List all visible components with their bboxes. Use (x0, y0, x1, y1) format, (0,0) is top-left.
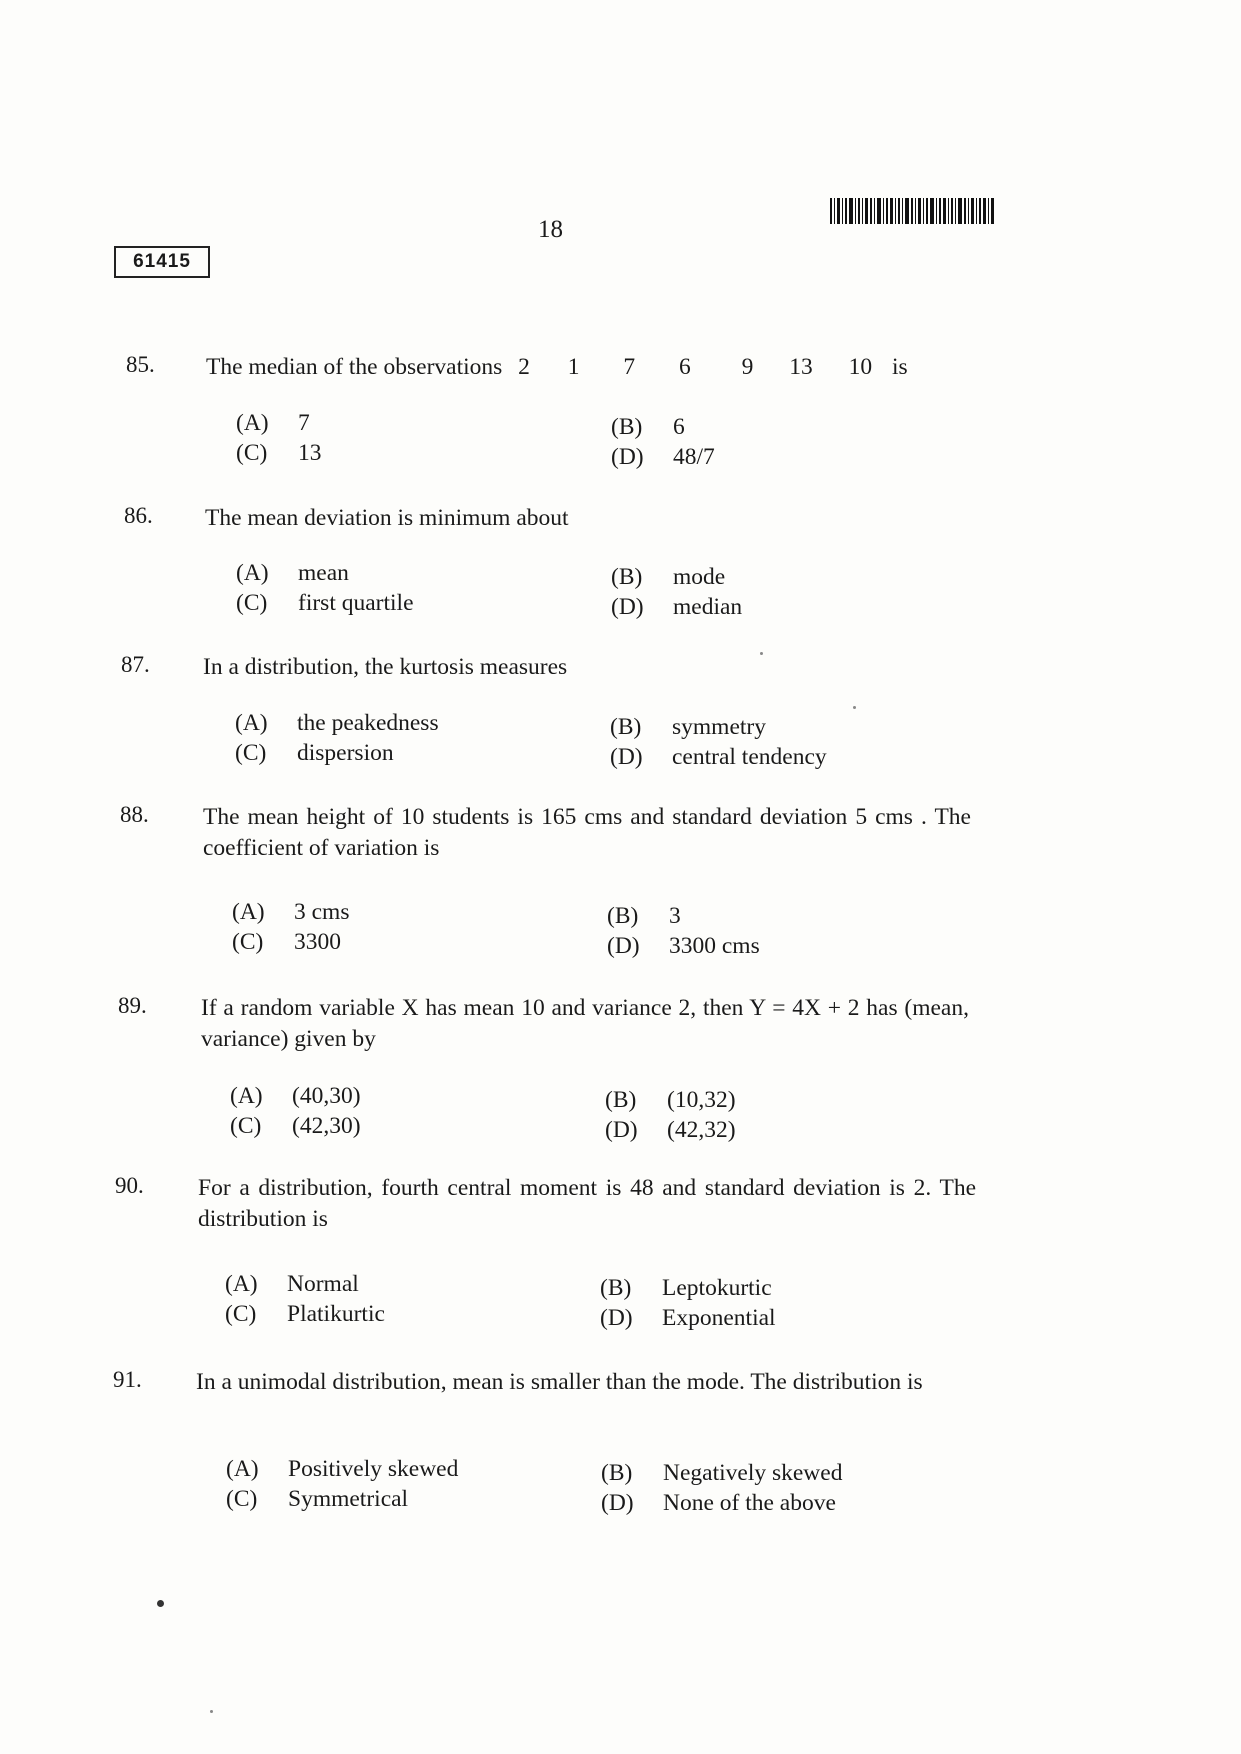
option-text: (42,30) (292, 1113, 361, 1139)
page-number: 18 (538, 216, 563, 243)
option-text: (40,30) (292, 1083, 361, 1109)
option-text: 7 (298, 410, 310, 436)
barcode-icon (830, 198, 995, 224)
options-grid (236, 558, 976, 622)
option-c (236, 588, 414, 618)
question-number: 89. (118, 993, 147, 1018)
option-label: (A) (226, 1456, 259, 1482)
options-grid (230, 1081, 970, 1145)
observation-value: 13 (789, 354, 813, 380)
option-b (605, 1085, 736, 1115)
scan-speck (210, 1710, 213, 1713)
option-b (611, 562, 725, 592)
option-d (611, 592, 742, 622)
option-b (600, 1273, 772, 1303)
question-text (206, 352, 996, 383)
option-a (236, 558, 349, 588)
option-c (225, 1299, 385, 1329)
option-text: 48/7 (673, 444, 715, 470)
options-grid (225, 1269, 965, 1333)
option-a (236, 408, 310, 438)
observation-values (508, 354, 908, 380)
option-text: Negatively skewed (663, 1460, 843, 1486)
option-label: (A) (235, 710, 268, 736)
option-text: (10,32) (667, 1087, 736, 1113)
option-label: (A) (236, 560, 269, 586)
option-c (236, 438, 322, 468)
option-text: mean (298, 560, 349, 586)
option-text: 3 cms (294, 899, 350, 925)
option-label: (C) (226, 1486, 258, 1512)
option-a (225, 1269, 359, 1299)
option-text: 3300 (294, 929, 341, 955)
option-d (605, 1115, 736, 1145)
option-b (607, 901, 681, 931)
question-number: 85. (126, 352, 155, 377)
option-label: (D) (607, 933, 640, 959)
question-number: 91. (113, 1367, 142, 1392)
option-d (611, 442, 715, 472)
option-text: dispersion (297, 740, 394, 766)
option-label: (C) (225, 1301, 257, 1327)
option-label: (A) (236, 410, 269, 436)
option-text: Normal (287, 1271, 359, 1297)
option-a (235, 708, 439, 738)
question-text: For a distribution, fourth central moment is 48 and standard deviation is 2. The distribution is (198, 1175, 976, 1232)
option-label: (B) (607, 903, 639, 929)
option-text: mode (673, 564, 726, 590)
option-b (601, 1458, 842, 1488)
option-label: (D) (611, 594, 644, 620)
option-text: 3300 cms (669, 933, 760, 959)
question-number: 88. (120, 802, 149, 827)
option-text: None of the above (663, 1490, 836, 1516)
option-label: (C) (235, 740, 267, 766)
option-text: symmetry (672, 714, 766, 740)
options-grid (232, 897, 972, 961)
option-text: Leptokurtic (662, 1275, 772, 1301)
option-label: (D) (601, 1490, 634, 1516)
option-label: (B) (600, 1275, 632, 1301)
option-label: (D) (611, 444, 644, 470)
option-label: (A) (225, 1271, 258, 1297)
option-c (232, 927, 341, 957)
question-text: In a unimodal distribution, mean is smaller than the mode. The distribution is (196, 1369, 923, 1395)
question-number: 86. (124, 503, 153, 528)
option-label: (B) (601, 1460, 633, 1486)
options-grid (226, 1454, 966, 1518)
option-label: (B) (605, 1087, 637, 1113)
scan-speck (853, 706, 856, 709)
option-c (235, 738, 394, 768)
option-text: first quartile (298, 590, 414, 616)
scan-speck (760, 652, 763, 655)
option-label: (D) (610, 744, 643, 770)
observation-value: 10 (848, 354, 873, 380)
option-label: (C) (236, 590, 268, 616)
stray-mark (157, 1600, 164, 1607)
option-label: (C) (236, 440, 268, 466)
question-text: The mean height of 10 students is 165 cms and standard deviation 5 cms . The coefficient of variation is (203, 804, 971, 861)
options-grid (235, 708, 975, 772)
option-label: (D) (600, 1305, 633, 1331)
option-label: (A) (232, 899, 265, 925)
question-stem: The median of the observations (206, 354, 503, 380)
option-text: 3 (669, 903, 681, 929)
question-text: If a random variable X has mean 10 and variance 2, then Y = 4X + 2 has (mean, variance) given by (201, 995, 969, 1052)
observation-value: 6 (679, 354, 691, 380)
observation-value: 9 (741, 354, 754, 380)
question-text: The mean deviation is minimum about (205, 505, 569, 531)
option-b (610, 712, 766, 742)
option-label: (A) (230, 1083, 263, 1109)
option-d (601, 1488, 836, 1518)
option-c (226, 1484, 408, 1514)
option-d (600, 1303, 776, 1333)
option-label: (C) (232, 929, 264, 955)
question-text: In a distribution, the kurtosis measures (203, 654, 568, 680)
option-text: median (673, 594, 743, 620)
option-text: 6 (673, 414, 685, 440)
question-number: 90. (115, 1173, 144, 1198)
option-a (226, 1454, 458, 1484)
option-a (230, 1081, 361, 1111)
option-text: 13 (298, 440, 322, 466)
option-b (611, 412, 685, 442)
option-text: Platikurtic (287, 1301, 385, 1327)
options-grid (236, 408, 976, 472)
observation-value: 2 (518, 354, 530, 380)
option-label: (C) (230, 1113, 262, 1139)
observation-word: is (892, 354, 908, 380)
option-label: (B) (611, 564, 643, 590)
option-d (607, 931, 760, 961)
option-label: (B) (610, 714, 642, 740)
option-text: Positively skewed (288, 1456, 459, 1482)
option-a (232, 897, 349, 927)
observation-value: 1 (567, 354, 580, 380)
option-text: Symmetrical (288, 1486, 409, 1512)
option-c (230, 1111, 361, 1141)
option-text: central tendency (672, 744, 827, 770)
option-text: Exponential (662, 1305, 776, 1331)
option-label: (B) (611, 414, 643, 440)
option-label: (D) (605, 1117, 638, 1143)
option-d (610, 742, 827, 772)
observation-value: 7 (623, 354, 636, 380)
paper-code-box: 61415 (114, 246, 210, 278)
option-text: (42,32) (667, 1117, 736, 1143)
option-text: the peakedness (297, 710, 439, 736)
question-number: 87. (121, 652, 150, 677)
